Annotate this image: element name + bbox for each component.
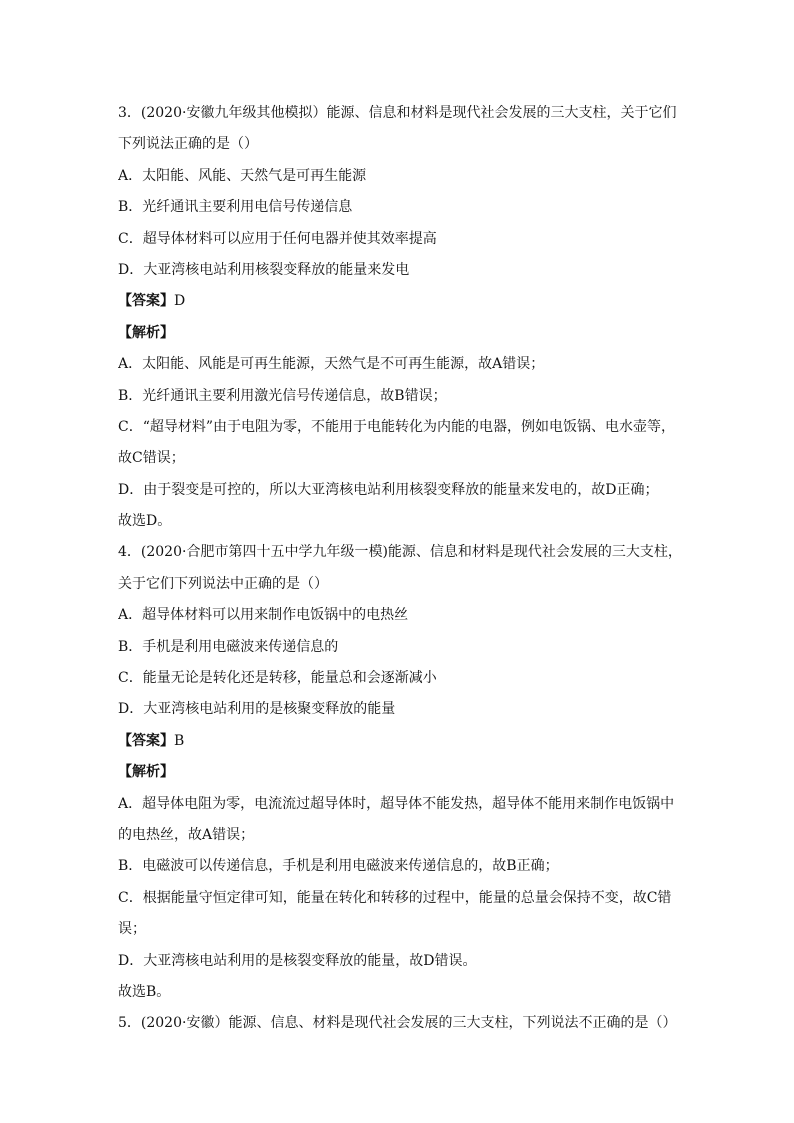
question-4: [118, 537, 684, 1008]
option-d: D．大亚湾核电站利用核裂变释放的能量来发电: [118, 261, 410, 278]
analysis-line: 误；: [118, 921, 146, 938]
analysis-line: C．根据能量守恒定律可知，能量在转化和转移的过程中，能量的总量会保持不变，故C错: [118, 889, 672, 906]
analysis-line: 的电热丝，故A错误；: [118, 826, 255, 843]
question-5: [118, 1008, 684, 1039]
question-stem-line: 下列说法正确的是（）: [118, 136, 258, 153]
analysis-line: 故选B。: [118, 983, 171, 1000]
question-stem-line: 5．(2020·安徽）能源、信息、材料是现代社会发展的三大支柱，下列说法不正确的是（）: [118, 1015, 677, 1032]
answer-line: [118, 286, 684, 317]
analysis-line: A．太阳能、风能是可再生能源，天然气是不可再生能源，故A错误；: [118, 356, 545, 373]
analysis-label: 【解析】: [118, 764, 174, 781]
analysis-line: 故C错误；: [118, 450, 185, 467]
analysis-line: B．电磁波可以传递信息，手机是利用电磁波来传递信息的，故B正确；: [118, 858, 559, 875]
answer-value: D: [174, 293, 186, 310]
question-3: [118, 98, 684, 537]
document-content: [118, 98, 684, 1040]
option-c: C．能量无论是转化还是转移，能量总和会逐渐减小: [118, 670, 437, 687]
analysis-line: 故选D。: [118, 513, 172, 530]
question-stem-line: 关于它们下列说法中正确的是（）: [118, 575, 328, 592]
option-b: B．手机是利用电磁波来传递信息的: [118, 638, 339, 655]
question-stem-line: 3．(2020·安徽九年级其他模拟）能源、信息和材料是现代社会发展的三大支柱，关于它们: [118, 105, 677, 121]
analysis-line: D．由于裂变是可控的，所以大亚湾核电站利用核裂变释放的能量来发电的，故D正确；: [118, 481, 659, 498]
option-d: D．大亚湾核电站利用的是核聚变释放的能量: [118, 701, 396, 718]
analysis-line: D．大亚湾核电站利用的是核裂变释放的能量，故D错误。: [118, 952, 477, 969]
answer-line: [118, 726, 684, 757]
analysis-label: 【解析】: [118, 324, 174, 341]
option-c: C．超导体材料可以应用于任何电器并使其效率提高: [118, 230, 437, 247]
answer-label: 【答案】: [118, 732, 174, 749]
analysis-line: B．光纤通讯主要利用激光信号传递信息，故B错误；: [118, 387, 447, 404]
option-a: A．超导体材料可以用来制作电饭锅中的电热丝: [118, 607, 409, 624]
option-a: A．太阳能、风能、天然气是可再生能源: [118, 167, 367, 184]
answer-value: B: [174, 732, 185, 749]
answer-label: 【答案】: [118, 293, 174, 310]
analysis-line: A．超导体电阻为零，电流流过超导体时，超导体不能发热，超导体不能用来制作电饭锅中: [118, 795, 675, 812]
question-stem-line: 4．(2020·合肥市第四十五中学九年级一模)能源、信息和材料是现代社会发展的三大支柱，: [118, 544, 682, 561]
option-b: B．光纤通讯主要利用电信号传递信息: [118, 199, 353, 216]
analysis-line: C．“超导材料”由于电阻为零，不能用于电能转化为内能的电器，例如电饭锅、电水壶等，: [118, 418, 676, 435]
